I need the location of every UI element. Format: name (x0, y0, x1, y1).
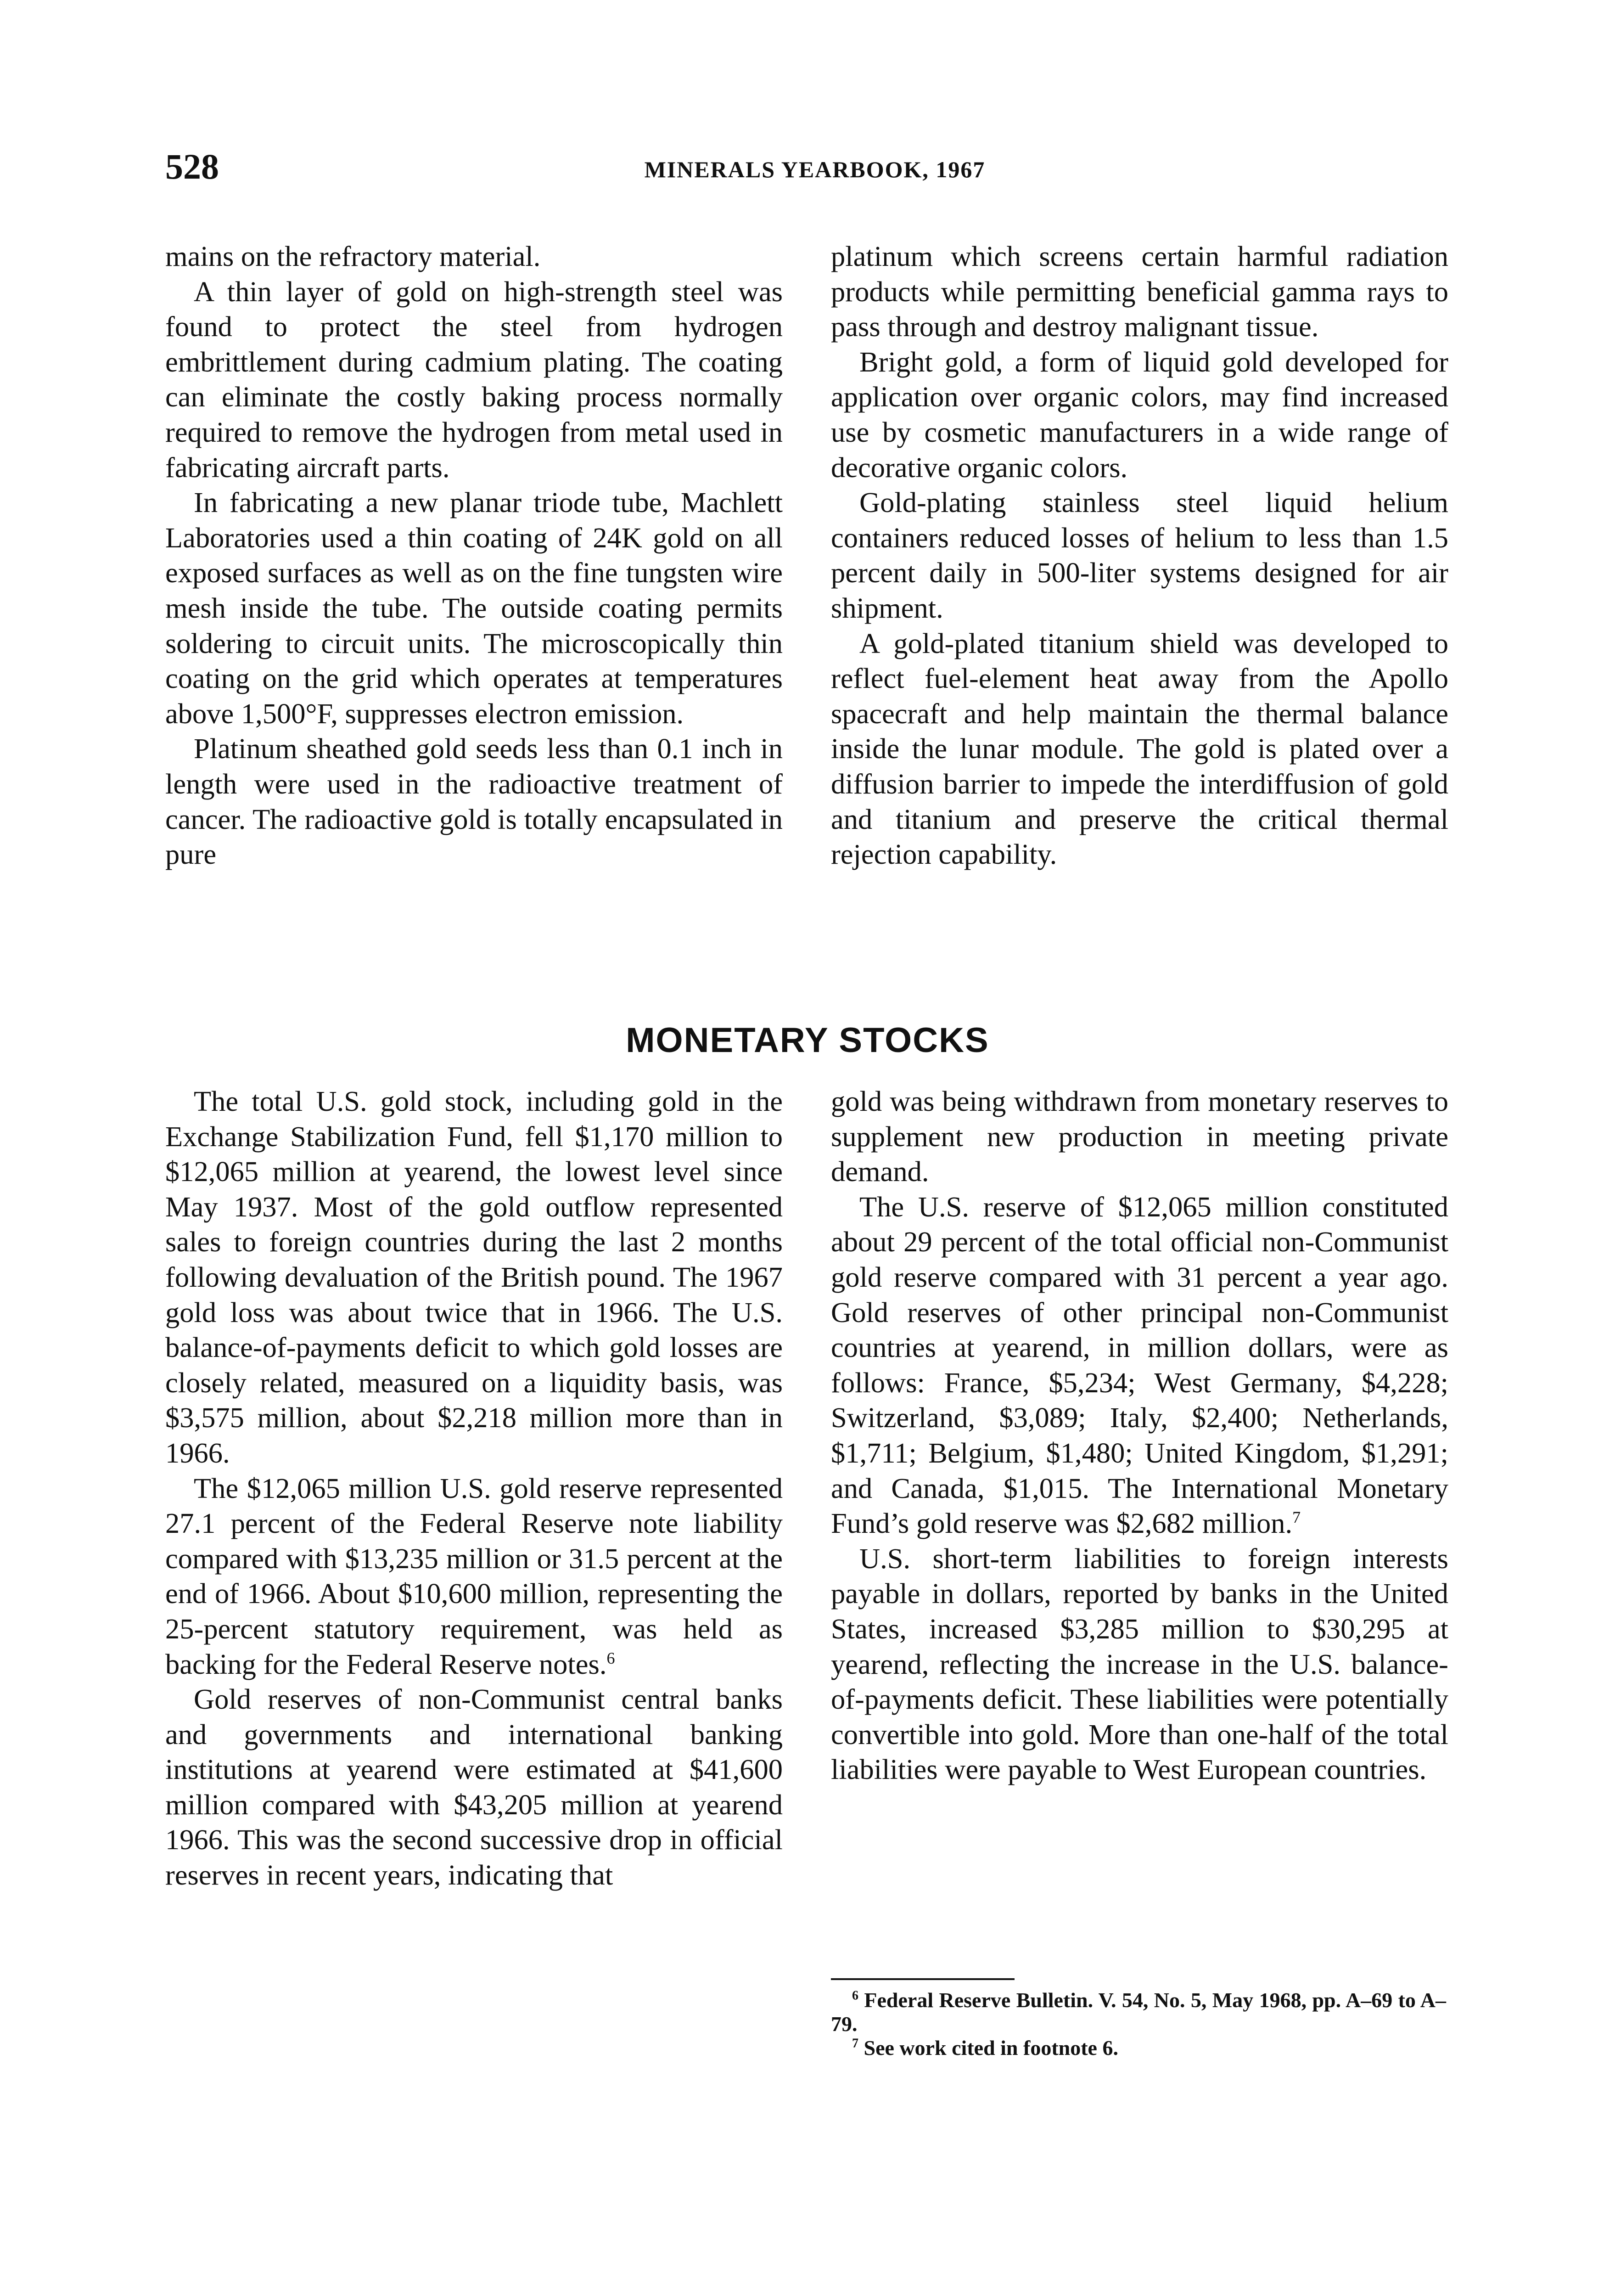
paragraph: U.S. short-term liabilities to foreign interests payable in dollars, reported by banks in the United States, increased $3,285 million to $30,295 at yearend, reflecting the increase in the U.S. balance-of-payments deficit. These liabilities were potentially convertible into gold. More than one-half of the total liabilities were payable to West European countries. (831, 1542, 1448, 1786)
paragraph: gold was being withdrawn from monetary reserves to supplement new production in meeting private demand. (831, 1085, 1448, 1188)
paragraph: mains on the refractory material. (165, 240, 541, 272)
footnote (831, 1988, 1446, 2036)
footnotes (831, 1988, 1446, 2060)
paragraph (165, 1471, 783, 1682)
paragraph (831, 1189, 1448, 1541)
paragraph: A gold-plated titanium shield was developed to reflect fuel-element heat away from the Apollo spacecraft and help maintain the thermal balance inside the lunar module. The gold is plated over a diffusion barrier to impede the interdiffusion of gold and titanium and preserve the critical thermal rejection capability. (831, 627, 1448, 871)
paragraph: Bright gold, a form of liquid gold developed for application over organic colors, may find increased use by cosmetic manufacturers in a wide range of decorative organic colors. (831, 345, 1448, 484)
footnote-divider (831, 1978, 1015, 1980)
paragraph: A thin layer of gold on high-strength steel was found to protect the steel from hydrogen embrittlement during cadmium plating. The coating can eliminate the costly baking process normally required to remove the hydrogen from metal used in fabricating aircraft parts. (165, 275, 783, 484)
page-number: 528 (165, 146, 219, 186)
paragraph: In fabricating a new planar triode tube, Machlett Laboratories used a thin coating of 24K gold on all exposed surfaces as well as on the fine tungsten wire mesh inside the tube. The outside coating permits soldering to circuit units. The microscopically thin coating on the grid which operates at temperatures above 1,500°F, suppresses electron emission. (165, 486, 783, 730)
running-title: MINERALS YEARBOOK, 1967 (644, 157, 986, 182)
footnote-text: See work cited in footnote 6. (864, 2036, 1118, 2060)
paragraph: Gold reserves of non-Communist central banks and governments and international banking institutions at yearend were estimated at $41,600 million compared with $43,205 million at yearend 1966. This was the second successive drop in official reserves in recent years, indicating that (165, 1683, 783, 1891)
top-left-column (165, 239, 783, 872)
footnote (831, 2036, 1446, 2060)
footnote-reference: 7 (1292, 1508, 1301, 1527)
paragraph-text: The $12,065 million U.S. gold reserve represented 27.1 percent of the Federal Reserve note liability compared with $13,235 million or 31.5 percent at the end of 1966. About $10,600 million, representing the 25-percent statutory requirement, was held as backing for the Federal Reserve notes. (165, 1472, 783, 1680)
paragraph: Gold-plating stainless steel liquid helium containers reduced losses of helium to less than 1.5 percent daily in 500-liter systems designed for air shipment. (831, 486, 1448, 624)
section-left-column (165, 1084, 783, 1893)
paragraph: platinum which screens certain harmful radiation products while permitting beneficial gamma rays to pass through and destroy malignant tissue. (831, 240, 1448, 343)
paragraph: Platinum sheathed gold seeds less than 0.1 inch in length were used in the radioactive treatment of cancer. The radioactive gold is totally encapsulated in pure (165, 732, 783, 871)
footnote-marker: 6 (852, 1988, 858, 2003)
section-right-column (831, 1084, 1448, 1787)
footnote-reference: 6 (606, 1649, 615, 1667)
page-header (165, 146, 1464, 201)
footnote-marker: 7 (852, 2036, 858, 2051)
paragraph-text: The U.S. reserve of $12,065 million constituted about 29 percent of the total official non-Communist gold reserve compared with 31 percent a year ago. Gold reserves of other principal non-Communist countries at yearend, in million dollars, were as follows: France, $5,234; West Germany, $4,228; Switzerland, $3,089; Italy, $2,400; Netherlands, $1,711; Belgium, $1,480; United Kingdom, $1,291; and Canada, $1,015. The International Monetary Fund’s gold reserve was $2,682 million. (831, 1190, 1448, 1540)
paragraph: The total U.S. gold stock, including gold in the Exchange Stabilization Fund, fell $1,170 million to $12,065 million at yearend, the lowest level since May 1937. Most of the gold outflow represented sales to foreign countries during the last 2 months following devaluation of the British pound. The 1967 gold loss was about twice that in 1966. The U.S. balance-of-payments deficit to which gold losses are closely related, measured on a liquidity basis, was $3,575 million, about $2,218 million more than in 1966. (165, 1085, 783, 1469)
section-heading: MONETARY STOCKS (626, 1021, 989, 1060)
top-right-column (831, 239, 1448, 872)
footnote-text: Federal Reserve Bulletin. V. 54, No. 5, May 1968, pp. A–69 to A–79. (831, 1988, 1447, 2036)
